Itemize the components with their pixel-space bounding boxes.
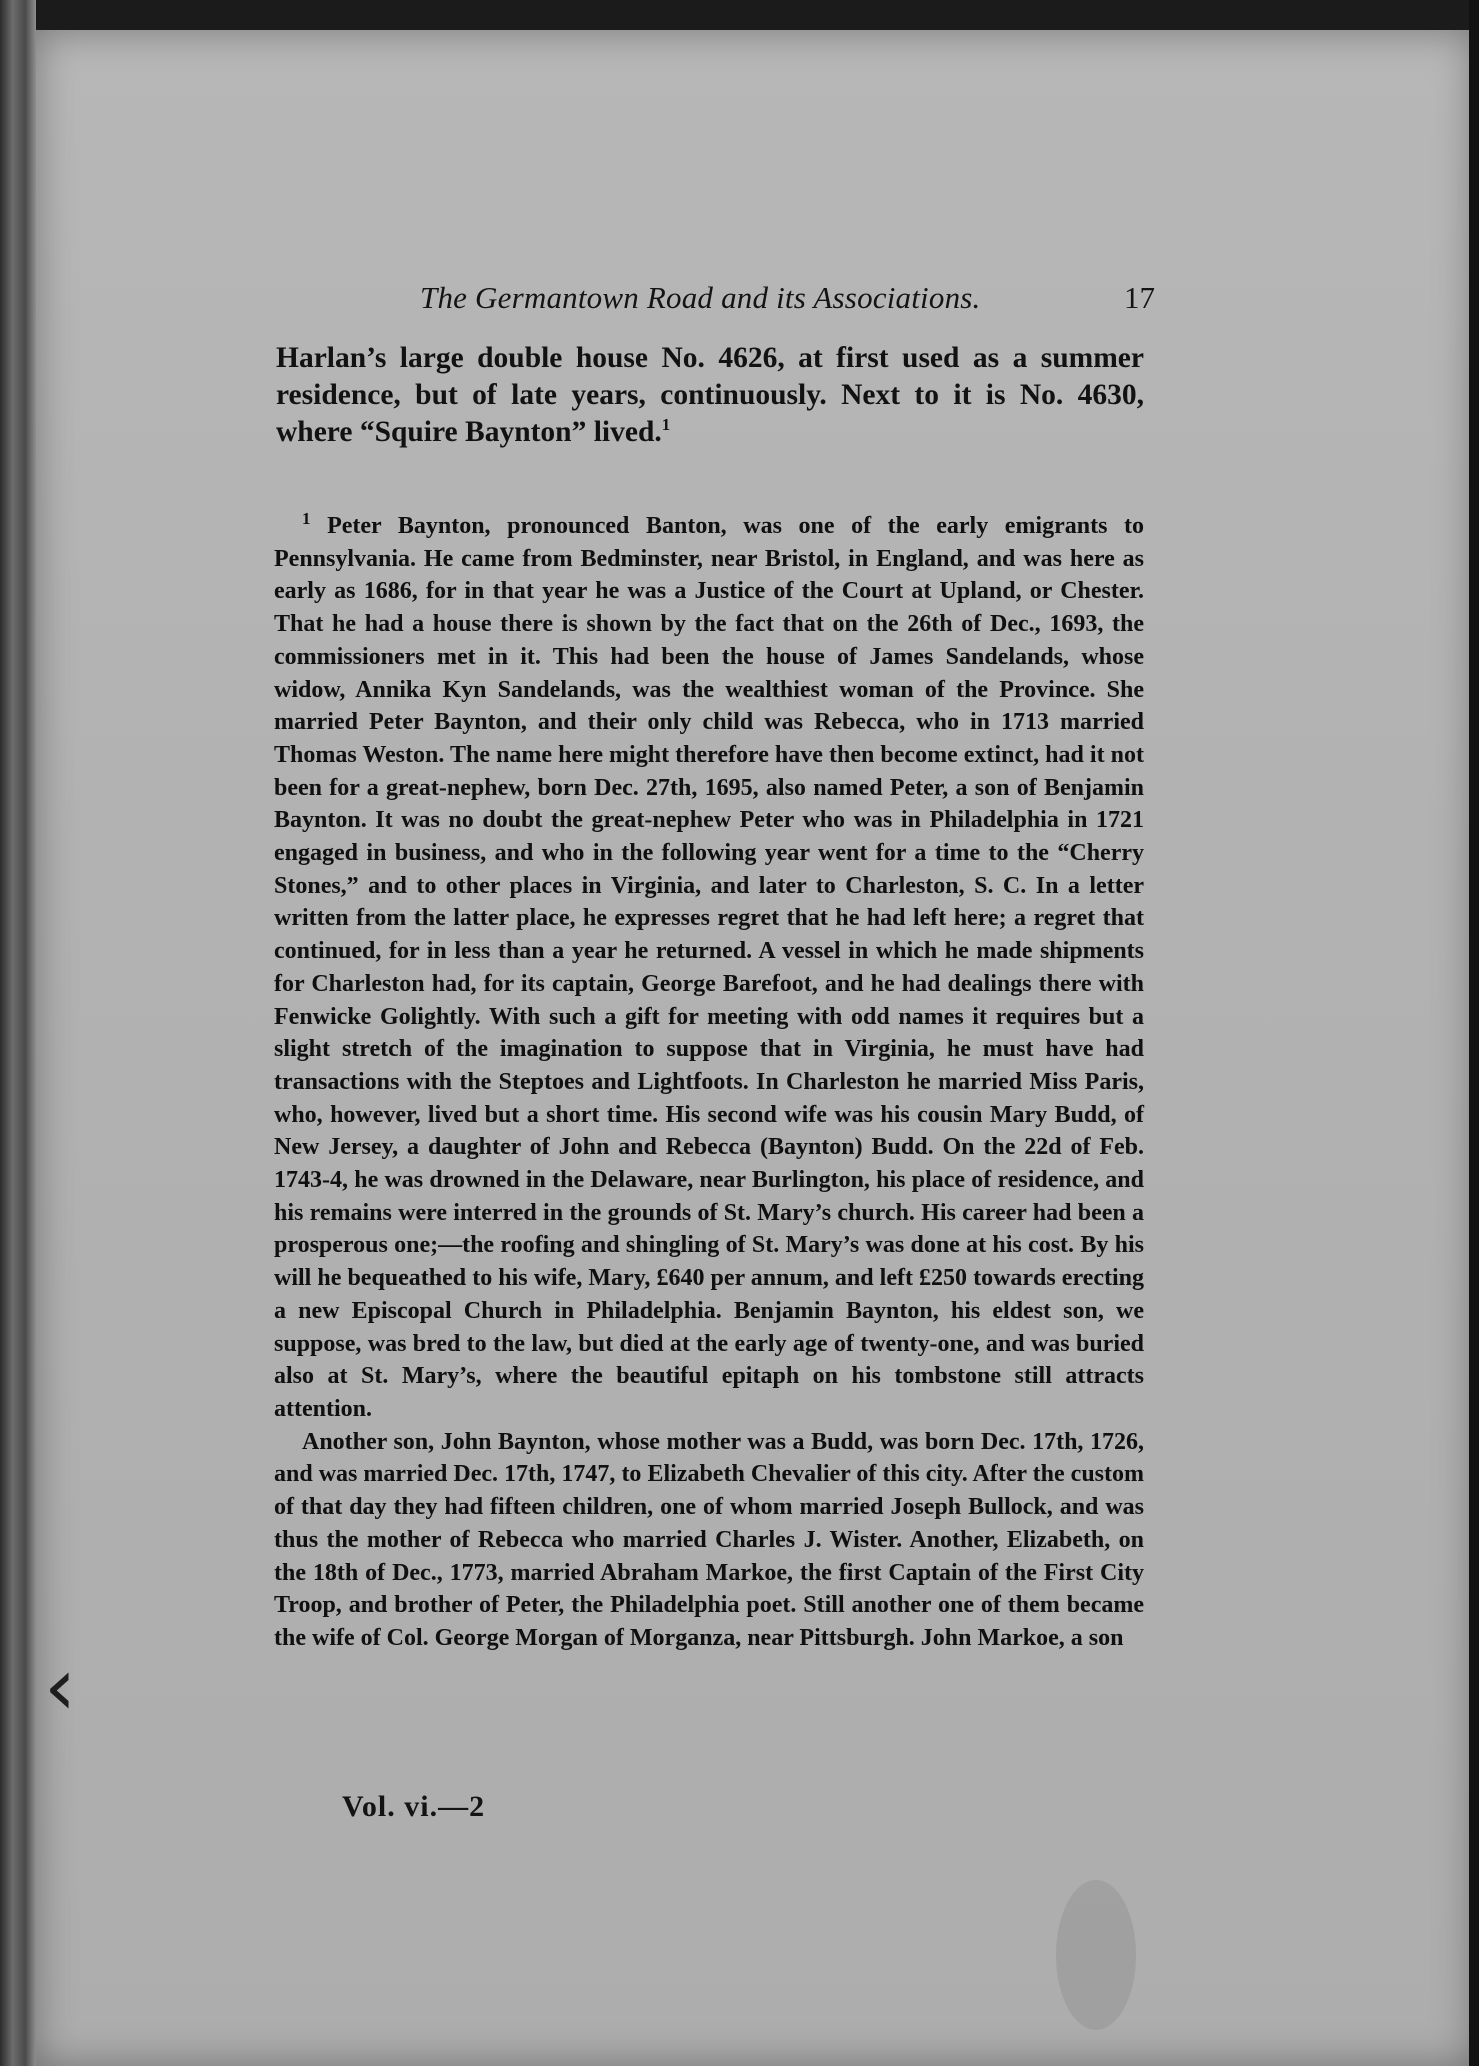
signature-mark: Vol. vi.—2 (342, 1790, 486, 1823)
running-title: The Germantown Road and its Associations. (420, 280, 981, 315)
running-header (420, 280, 1155, 330)
footnote-marker: 1 (302, 509, 311, 528)
main-paragraph: Harlan’s large double house No. 4626, at first used as a summer residence, but of late years, continuously. Next to it is No. 4630, where “Squire Baynton” lived. (276, 342, 1144, 448)
footnote-paragraph-1 (274, 510, 1144, 1426)
page-right-edge (1469, 0, 1479, 2066)
page-number: 17 (1124, 280, 1155, 315)
footnote-paragraph-1-text: Peter Baynton, pronounced Banton, was one of the early emigrants to Pennsylvania. He came from Bedminster, near Bristol, in England, and was here as early as 1686, for in that year he was a Justice of the Court at Upland, or Chester. That he had a house there is shown by the fact that on the 26th of Dec., 1693, the commissioners met in it. This had been the house of James Sandelands, whose widow, Annika Kyn Sandelands, was the wealthiest woman of the Province. She married Peter Baynton, and their only child was Rebecca, who in 1713 married Thomas Weston. The name here might therefore have then become extinct, had it not been for a great-nephew, born Dec. 27th, 1695, also named Peter, a son of Benjamin Baynton. It was no doubt the great-nephew Peter who was in Philadelphia in 1721 engaged in business, and who in the following year went for a time to the “Cherry Stones,” and to other places in Virginia, and later to Charleston, S. C. In a letter written from the latter place, he expresses regret that he had left here; a regret that continued, for in less than a year he returned. A vessel in which he made shipments for Charleston had, for its captain, George Barefoot, and he had dealings there with Fenwicke Golightly. With such a gift for meeting with odd names it requires but a slight stretch of the imagination to suppose that in Virginia, he must have had transactions with the Steptoes and Lightfoots. In Charleston he married Miss Paris, who, however, lived but a short time. His second wife was his cousin Mary Budd, of New Jersey, a daughter of John and Rebecca (Baynton) Budd. On the 22d of Feb. 1743-4, he was drowned in the Delaware, near Burlington, his place of residence, and his remains were interred in the grounds of St. Mary’s church. His career had been a prosperous one;—the roofing and shingling of St. Mary’s was done at his cost. By his will he bequeathed to his wife, Mary, £640 per annum, and left £250 towards erecting a new Episcopal Church in Philadelphia. Benjamin Baynton, his eldest son, we suppose, was bred to the law, but died at the early age of twenty-one, and was buried also at St. Mary’s, where the beautiful epitaph on his tombstone still attracts attention. (274, 513, 1145, 1422)
margin-bracket-mark: ‹ (44, 1640, 76, 1733)
footnote-reference: 1 (661, 415, 671, 435)
book-binding-edge (0, 0, 36, 2066)
footnote-paragraph-2-text: Another son, John Baynton, whose mother was a Budd, was born Dec. 17th, 1726, and was married Dec. 17th, 1747, to Elizabeth Chevalier of this city. After the custom of that day they had fifteen children, one of whom married Joseph Bullock, and was thus the mother of Rebecca who married Charles J. Wister. Another, Elizabeth, on the 18th of Dec., 1773, married Abraham Markoe, the first Captain of the First City Troop, and brother of Peter, the Philadelphia poet. Still another one of them became the wife of Col. George Morgan of Morganza, near Pittsburgh. John Markoe, a son (274, 1428, 1144, 1651)
footnote-paragraph-2 (274, 1426, 1144, 1655)
footnote (274, 510, 1144, 1655)
paper-stain (1056, 1880, 1136, 2030)
main-text (276, 340, 1144, 451)
